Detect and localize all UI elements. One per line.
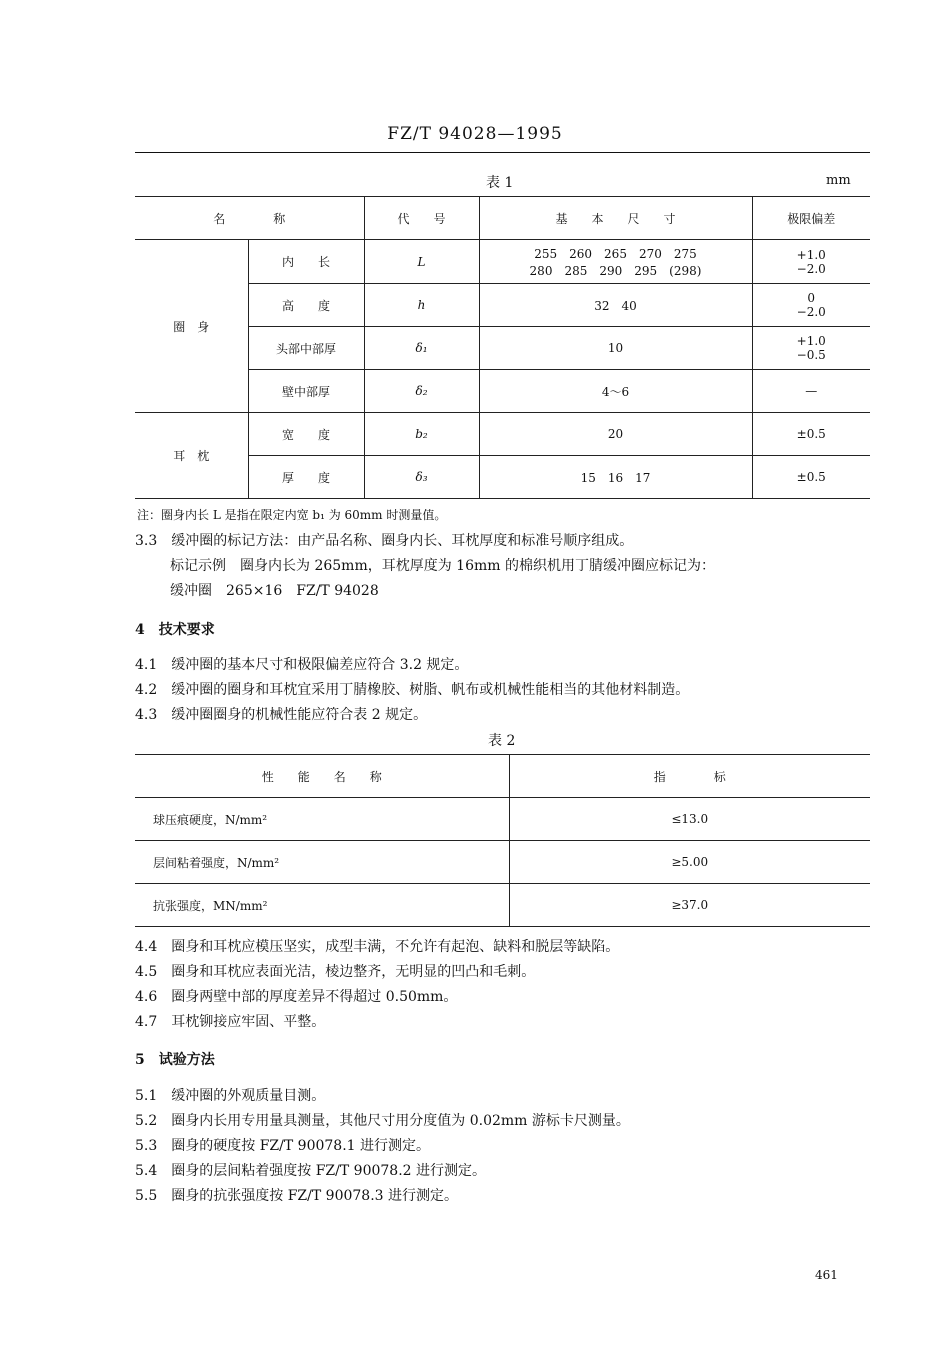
section-4-3: 4.3 缓冲圈圈身的机械性能应符合表 2 规定。 — [135, 707, 428, 723]
table2-header-row — [135, 755, 870, 798]
row-tol-upper: +1.0 — [796, 334, 826, 348]
section-5-5: 5.5 圈身的抗张强度按 FZ/T 90078.3 进行测定。 — [135, 1188, 459, 1204]
section-3-3-title: 3.3 缓冲圈的标记方法：由产品名称、圈身内长、耳枕厚度和标准号顺序组成。 — [135, 533, 634, 549]
property-name: 球压痕硬度，N/mm² — [135, 798, 509, 841]
section-4-2: 4.2 缓冲圈的圈身和耳枕宜采用丁腈橡胶、树脂、帆布或机械性能相当的其他材料制造。 — [135, 682, 690, 698]
row-name: 宽 度 — [248, 413, 364, 456]
section-5-4: 5.4 圈身的层间粘着强度按 FZ/T 90078.2 进行测定。 — [135, 1163, 487, 1179]
row-size: 20 — [479, 413, 752, 456]
row-tol: ±0.5 — [752, 456, 870, 499]
property-value: ≤13.0 — [509, 798, 870, 841]
marking-example: 标记示例 圈身内长为 265mm，耳枕厚度为 16mm 的棉织机用丁腈缓冲圈应标记为： — [170, 558, 715, 574]
row-tol-lower: −0.5 — [796, 348, 826, 362]
section-4-6: 4.6 圈身两壁中部的厚度差异不得超过 0.50mm。 — [135, 989, 458, 1005]
section-5-1: 5.1 缓冲圈的外观质量目测。 — [135, 1088, 326, 1104]
table1-col-code: 代 号 — [364, 197, 479, 240]
table1-unit: mm — [826, 173, 851, 188]
row-size: 4～6 — [479, 370, 752, 413]
row-tol: — — [752, 370, 870, 413]
row-size: 15 16 17 — [479, 456, 752, 499]
property-value: ≥37.0 — [509, 884, 870, 927]
table1-col-name: 名 称 — [135, 197, 364, 240]
row-tol-upper: 0 — [807, 291, 816, 305]
property-name: 层间粘着强度，N/mm² — [135, 841, 509, 884]
table-row — [135, 841, 870, 884]
table1 — [135, 196, 870, 499]
header-rule — [135, 152, 870, 153]
row-name: 厚 度 — [248, 456, 364, 499]
row-code: δ₂ — [364, 370, 479, 413]
property-name: 抗张强度，MN/mm² — [135, 884, 509, 927]
row-size-line2: 280 285 290 295 (298) — [529, 263, 702, 278]
table-row — [135, 798, 870, 841]
table1-col-size: 基 本 尺 寸 — [479, 197, 752, 240]
table2-caption: 表 2 — [488, 733, 516, 749]
row-name: 高 度 — [248, 284, 364, 327]
section-5-title: 5 试验方法 — [135, 1052, 215, 1068]
row-code: δ₃ — [364, 456, 479, 499]
page-number: 461 — [815, 1268, 838, 1282]
table1-col-tolerance: 极限偏差 — [752, 197, 870, 240]
table1-caption: 表 1 — [486, 175, 514, 191]
table1-note: 注：圈身内长 L 是指在限定内宽 b₁ 为 60mm 时测量值。 — [137, 508, 447, 522]
table-row — [135, 413, 870, 456]
row-size-line1: 255 260 265 270 275 — [534, 246, 697, 261]
table1-header-row — [135, 197, 870, 240]
row-name: 壁中部厚 — [248, 370, 364, 413]
row-code: h — [364, 284, 479, 327]
table2-col-index: 指 标 — [509, 755, 870, 798]
row-code: L — [364, 240, 479, 284]
row-tol-lower: −2.0 — [796, 305, 826, 319]
row-name: 头部中部厚 — [248, 327, 364, 370]
table-row — [135, 240, 870, 284]
group-ear-pillow: 耳 枕 — [135, 413, 248, 499]
section-5-2: 5.2 圈身内长用专用量具测量，其他尺寸用分度值为 0.02mm 游标卡尺测量。 — [135, 1113, 630, 1129]
marking-sample: 缓冲圈 265×16 FZ/T 94028 — [170, 583, 379, 599]
row-name: 内 长 — [248, 240, 364, 284]
row-tol: ±0.5 — [752, 413, 870, 456]
table-row — [135, 884, 870, 927]
row-tol-upper: +1.0 — [796, 247, 826, 262]
section-4-title: 4 技术要求 — [135, 622, 215, 638]
row-tol-lower: −2.0 — [796, 261, 826, 276]
row-size: 32 40 — [479, 284, 752, 327]
table2 — [135, 754, 870, 927]
table2-col-property: 性 能 名 称 — [135, 755, 509, 798]
property-value: ≥5.00 — [509, 841, 870, 884]
section-4-7: 4.7 耳枕铆接应牢固、平整。 — [135, 1014, 326, 1030]
section-4-4: 4.4 圈身和耳枕应模压坚实，成型丰满，不允许有起泡、缺料和脱层等缺陷。 — [135, 939, 620, 955]
section-5-3: 5.3 圈身的硬度按 FZ/T 90078.1 进行测定。 — [135, 1138, 431, 1154]
standard-number-header: FZ/T 94028—1995 — [387, 124, 563, 144]
row-size: 10 — [479, 327, 752, 370]
group-ring-body: 圈 身 — [135, 240, 248, 413]
row-code: b₂ — [364, 413, 479, 456]
row-code: δ₁ — [364, 327, 479, 370]
section-4-1: 4.1 缓冲圈的基本尺寸和极限偏差应符合 3.2 规定。 — [135, 657, 469, 673]
section-4-5: 4.5 圈身和耳枕应表面光洁，棱边整齐，无明显的凹凸和毛刺。 — [135, 964, 536, 980]
